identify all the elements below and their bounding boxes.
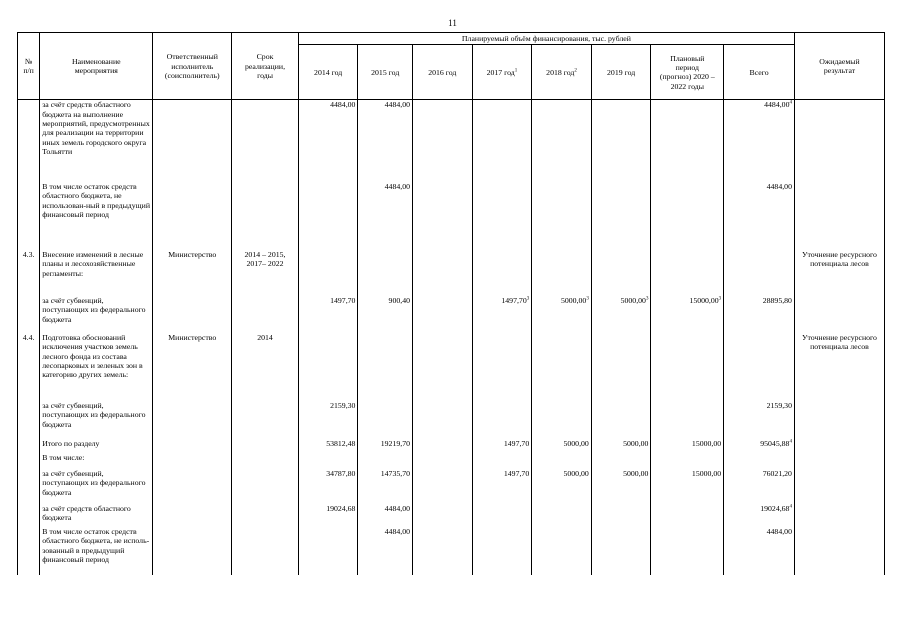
term-cell: 2014 – 2015, 2017– 2022 (232, 250, 299, 296)
term-cell (232, 439, 299, 453)
result-cell (794, 296, 884, 333)
name-cell: В том числе остаток средств областного бюджета, не исполь-зованный в предыдущий финансовый период (40, 527, 153, 575)
header-planned: Планируемый объём финансирования, тыс. рублей (298, 33, 794, 45)
result-cell (794, 453, 884, 469)
table-row (18, 527, 885, 575)
result-cell: Уточнение ресурсного потенциала лесов (794, 333, 884, 401)
table-row (18, 333, 885, 401)
header-2019: 2019 год (591, 45, 651, 100)
header-2014: 2014 год (298, 45, 358, 100)
value-plan-period (651, 182, 724, 250)
result-cell (794, 100, 884, 182)
header-plan-period: Плановый период (прогноз) 2020 – 2022 годы (651, 45, 724, 100)
value-2018 (532, 504, 592, 527)
value-2018: 5000,00 (532, 439, 592, 453)
header-term: Срок реализации, годы (232, 33, 299, 100)
footnote-mark: 3 (718, 296, 722, 302)
footnote-mark: 4 (789, 100, 792, 106)
value-2016 (413, 439, 473, 453)
value-2014: 34787,80 (298, 469, 358, 504)
footnote-mark: 3 (526, 296, 530, 302)
value-2019: 5000,00 (591, 469, 651, 504)
value-total (724, 250, 795, 296)
value-2017 (472, 333, 532, 401)
term-cell: 2014 (232, 333, 299, 401)
value-2018 (532, 333, 592, 401)
value-total: 19024,68$^4$ (724, 504, 795, 527)
name-cell: за счёт средств областного бюджета на выполнение мероприятий, предусмотренных для реализации на территории иных земель городского округа Тольятти (40, 100, 153, 182)
table-row (18, 469, 885, 504)
name-cell: Итого по разделу (40, 439, 153, 453)
result-cell (794, 401, 884, 439)
term-cell (232, 453, 299, 469)
num-cell: 4.3. (18, 250, 40, 296)
header-num: № п/п (18, 33, 40, 100)
num-cell (18, 100, 40, 182)
header-2016: 2016 год (413, 45, 473, 100)
value-2014 (298, 333, 358, 401)
value-total: 28895,80 (724, 296, 795, 333)
value-2015: 4484,00 (358, 527, 413, 575)
financing-table (17, 32, 885, 575)
value-plan-period (651, 453, 724, 469)
executor-cell (153, 527, 232, 575)
value-2017 (472, 182, 532, 250)
num-cell (18, 453, 40, 469)
value-2015 (358, 333, 413, 401)
value-total: 95045,88$^4$ (724, 439, 795, 453)
value-2018 (532, 182, 592, 250)
value-2017: 1497,70$^3$ (472, 296, 532, 333)
value-2016 (413, 296, 473, 333)
value-total (724, 333, 795, 401)
value-2015: 4484,00 (358, 100, 413, 182)
result-cell (794, 182, 884, 250)
value-2016 (413, 401, 473, 439)
value-2015: 900,40 (358, 296, 413, 333)
result-cell (794, 469, 884, 504)
term-cell (232, 401, 299, 439)
name-cell: за счёт субвенций, поступающих из федерального бюджета (40, 469, 153, 504)
value-2019 (591, 100, 651, 182)
value-2018 (532, 100, 592, 182)
value-2019 (591, 453, 651, 469)
value-2016 (413, 333, 473, 401)
footnote-mark: 3 (586, 296, 589, 302)
value-plan-period (651, 250, 724, 296)
term-cell (232, 469, 299, 504)
value-2015: 4484,00 (358, 504, 413, 527)
name-cell: за счёт субвенций, поступающих из федерального бюджета (40, 401, 153, 439)
value-total: 4484,00 (724, 527, 795, 575)
value-2014 (298, 182, 358, 250)
value-2018 (532, 527, 592, 575)
value-2017 (472, 100, 532, 182)
name-cell: В том числе: (40, 453, 153, 469)
value-2019 (591, 527, 651, 575)
num-cell: 4.4. (18, 333, 40, 401)
value-plan-period: 15000,00$^3$ (651, 296, 724, 333)
num-cell (18, 527, 40, 575)
value-2017: 1497,70 (472, 469, 532, 504)
name-cell: Подготовка обоснований исключения участков земель лесного фонда из состава лесопарковых и зеленых зон в категорию других земель: (40, 333, 153, 401)
term-cell (232, 182, 299, 250)
name-cell: за счёт средств областного бюджета (40, 504, 153, 527)
table-row (18, 250, 885, 296)
value-2017 (472, 504, 532, 527)
value-2019 (591, 250, 651, 296)
table-row (18, 100, 885, 182)
value-2019 (591, 401, 651, 439)
value-2014 (298, 453, 358, 469)
value-2019 (591, 333, 651, 401)
name-cell: Внесение изменений в лесные планы и лесохозяйственные регламенты: (40, 250, 153, 296)
table-header-row-1 (18, 33, 885, 45)
value-total (724, 453, 795, 469)
value-2016 (413, 469, 473, 504)
value-2014: 2159,30 (298, 401, 358, 439)
value-total: 4484,00 (724, 182, 795, 250)
executor-cell (153, 504, 232, 527)
table-body (18, 100, 885, 575)
value-plan-period: 15000,00 (651, 469, 724, 504)
footnote-mark: 3 (645, 296, 649, 302)
num-cell (18, 469, 40, 504)
value-2015: 19219,70 (358, 439, 413, 453)
num-cell (18, 439, 40, 453)
value-2016 (413, 527, 473, 575)
value-plan-period (651, 527, 724, 575)
executor-cell (153, 469, 232, 504)
executor-cell: Министерство (153, 250, 232, 296)
value-plan-period (651, 401, 724, 439)
result-cell (794, 527, 884, 575)
value-2019 (591, 504, 651, 527)
table-row (18, 439, 885, 453)
header-total: Всего (724, 45, 795, 100)
value-2016 (413, 453, 473, 469)
table-row (18, 504, 885, 527)
value-2014 (298, 250, 358, 296)
value-2014: 53812,48 (298, 439, 358, 453)
executor-cell (153, 296, 232, 333)
value-total: 76021,20 (724, 469, 795, 504)
value-2015: 4484,00 (358, 182, 413, 250)
value-total: 4484,00$^4$ (724, 100, 795, 182)
value-2014: 1497,70 (298, 296, 358, 333)
footnote-mark: 4 (789, 504, 792, 510)
value-2015 (358, 401, 413, 439)
term-cell (232, 100, 299, 182)
executor-cell (153, 401, 232, 439)
value-2014 (298, 527, 358, 575)
value-2018 (532, 401, 592, 439)
value-2017: 1497,70 (472, 439, 532, 453)
table-row (18, 182, 885, 250)
value-2018 (532, 250, 592, 296)
value-2015 (358, 250, 413, 296)
header-2017: 2017 год$^1$ (472, 45, 532, 100)
result-cell (794, 439, 884, 453)
value-2017 (472, 401, 532, 439)
header-result: Ожидаемый результат (794, 33, 884, 100)
executor-cell (153, 182, 232, 250)
value-2018 (532, 453, 592, 469)
result-cell: Уточнение ресурсного потенциала лесов (794, 250, 884, 296)
num-cell (18, 182, 40, 250)
table-row (18, 296, 885, 333)
value-2017 (472, 527, 532, 575)
value-2016 (413, 182, 473, 250)
executor-cell (153, 439, 232, 453)
footnote-mark: 4 (789, 439, 792, 445)
table-row (18, 453, 885, 469)
num-cell (18, 296, 40, 333)
value-2016 (413, 100, 473, 182)
value-2016 (413, 504, 473, 527)
num-cell (18, 504, 40, 527)
value-plan-period (651, 100, 724, 182)
value-2019: 5000,00 (591, 439, 651, 453)
value-2015 (358, 453, 413, 469)
header-2015: 2015 год (358, 45, 413, 100)
value-2017 (472, 250, 532, 296)
term-cell (232, 504, 299, 527)
value-total: 2159,30 (724, 401, 795, 439)
value-2019: 5000,00$^3$ (591, 296, 651, 333)
value-plan-period (651, 333, 724, 401)
table-row (18, 401, 885, 439)
name-cell: за счёт субвенций, поступающих из федерального бюджета (40, 296, 153, 333)
num-cell (18, 401, 40, 439)
value-2014: 19024,68 (298, 504, 358, 527)
executor-cell: Министерство (153, 333, 232, 401)
header-executor: Ответственный исполнитель (соисполнитель) (153, 33, 232, 100)
value-2019 (591, 182, 651, 250)
value-2015: 14735,70 (358, 469, 413, 504)
value-plan-period (651, 504, 724, 527)
executor-cell (153, 453, 232, 469)
value-2014: 4484,00 (298, 100, 358, 182)
executor-cell (153, 100, 232, 182)
result-cell (794, 504, 884, 527)
header-name: Наименование мероприятия (40, 33, 153, 100)
value-2016 (413, 250, 473, 296)
name-cell: В том числе остаток средств областного бюджета, не использован-ный в предыдущий финансовый период (40, 182, 153, 250)
value-2017 (472, 453, 532, 469)
term-cell (232, 296, 299, 333)
value-2018: 5000,00 (532, 469, 592, 504)
value-plan-period: 15000,00 (651, 439, 724, 453)
value-2018: 5000,00$^3$ (532, 296, 592, 333)
term-cell (232, 527, 299, 575)
header-2018: 2018 год$^2$ (532, 45, 592, 100)
page-number: 11 (448, 18, 457, 28)
